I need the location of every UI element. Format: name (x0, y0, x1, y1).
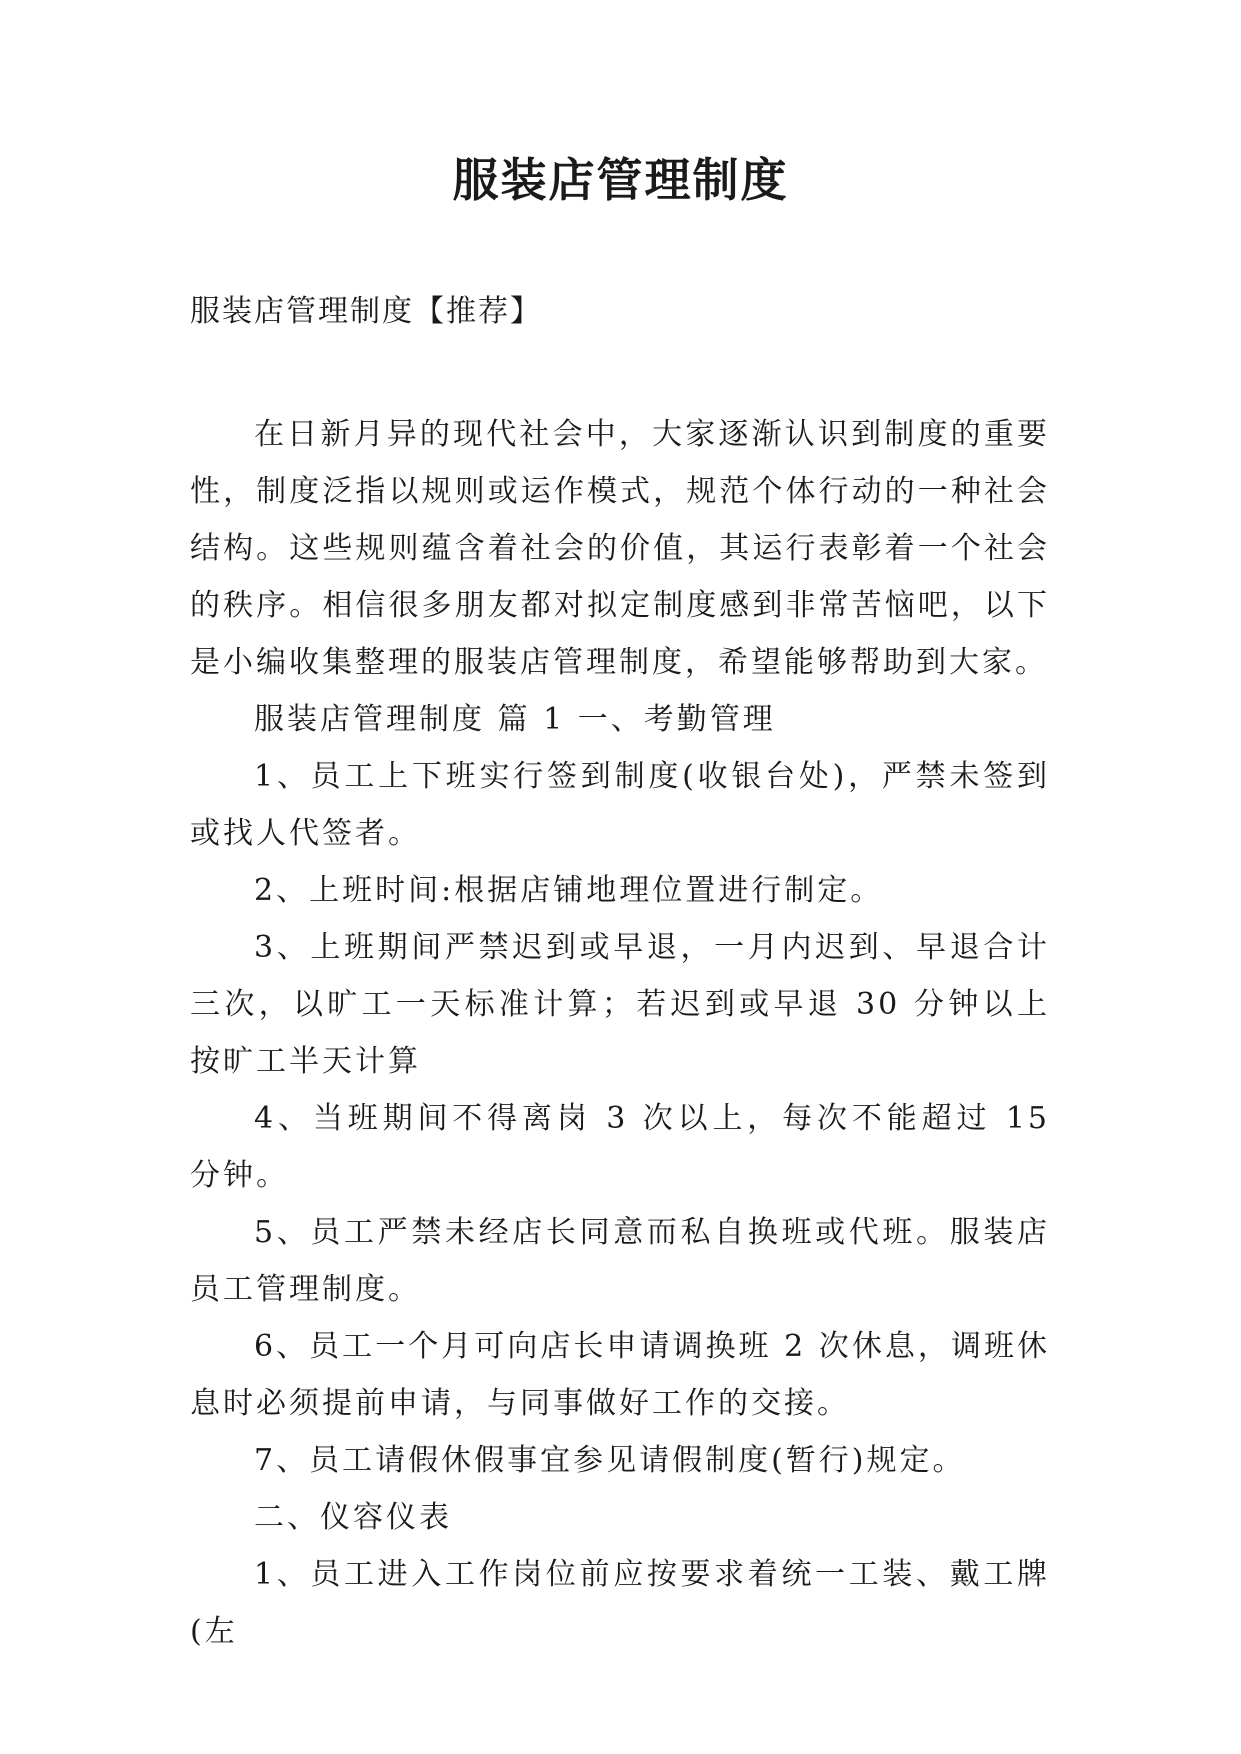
document-title: 服装店管理制度 (452, 153, 789, 207)
paragraph-section-heading: 服装店管理制度 篇 1 一、考勤管理 (254, 702, 776, 737)
paragraph-item-1: 1、员工上下班实行签到制度(收银台处)，严禁未签到或找人代签者。 (190, 759, 1050, 851)
paragraph-section-2-heading: 二、仪容仪表 (254, 1500, 452, 1535)
paragraph-item-2: 2、上班时间:根据店铺地理位置进行制定。 (254, 873, 884, 908)
paragraph-item-5: 5、员工严禁未经店长同意而私自换班或代班。服装店员工管理制度。 (190, 1215, 1050, 1307)
document-body (190, 406, 1050, 1660)
paragraph-intro: 在日新月异的现代社会中，大家逐渐认识到制度的重要性，制度泛指以规则或运作模式，规范个体行动的一种社会结构。这些规则蕴含着社会的价值，其运行表彰着一个社会的秩序。相信很多朋友都对拟定制度感到非常苦恼吧，以下是小编收集整理的服装店管理制度，希望能够帮助到大家。 (190, 417, 1050, 680)
paragraph-item-3: 3、上班期间严禁迟到或早退，一月内迟到、早退合计三次，以旷工一天标准计算；若迟到或早退 30 分钟以上按旷工半天计算 (190, 930, 1050, 1079)
paragraph-item-4: 4、当班期间不得离岗 3 次以上，每次不能超过 15 分钟。 (190, 1101, 1050, 1193)
document-subtitle: 服装店管理制度【推荐】 (190, 294, 542, 329)
paragraph-item-6: 6、员工一个月可向店长申请调换班 2 次休息，调班休息时必须提前申请，与同事做好工作的交接。 (190, 1329, 1050, 1421)
paragraph-section-2-item-1: 1、员工进入工作岗位前应按要求着统一工装、戴工牌(左 (190, 1557, 1050, 1649)
paragraph-item-7: 7、员工请假休假事宜参见请假制度(暂行)规定。 (254, 1443, 966, 1478)
